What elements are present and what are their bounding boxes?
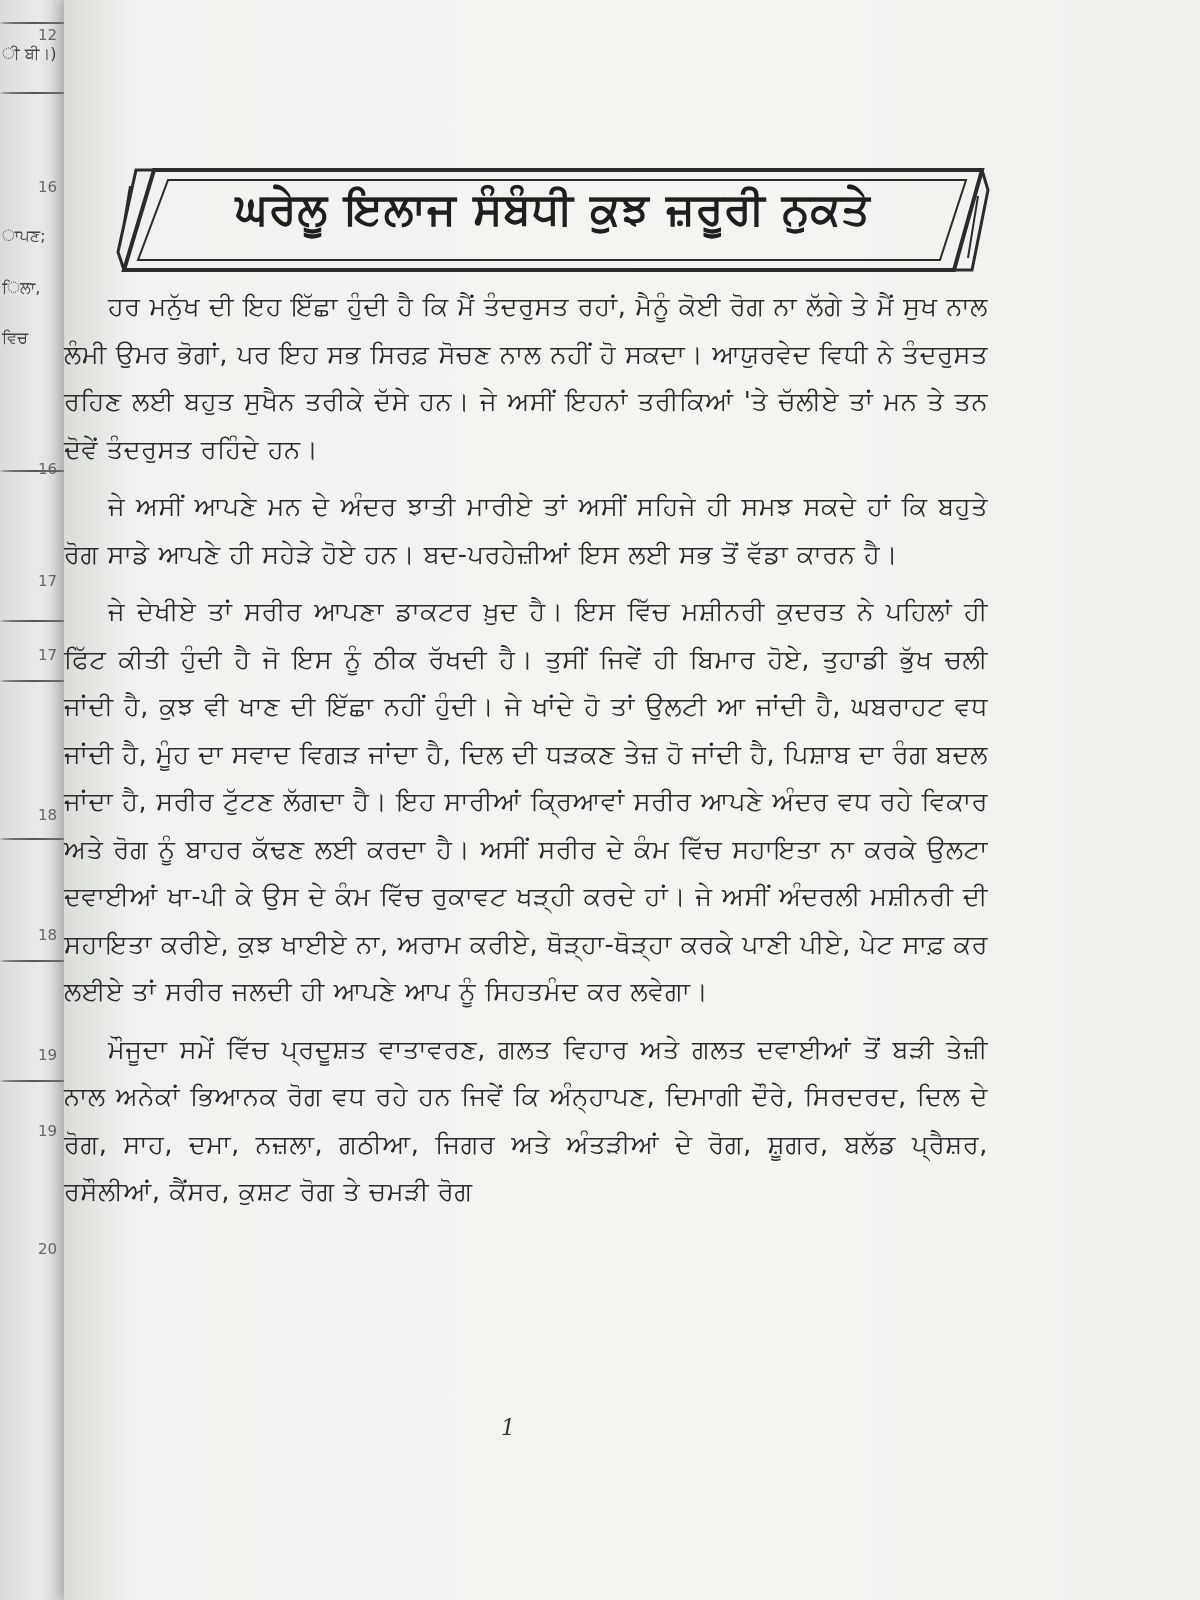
paragraph: ਮੌਜੂਦਾ ਸਮੇਂ ਵਿੱਚ ਪ੍ਰਦੂਸ਼ਤ ਵਾਤਾਵਰਣ, ਗਲਤ ਵਿਹਾਰ ਅਤੇ ਗਲਤ ਦਵਾਈਆਂ ਤੋਂ ਬੜੀ ਤੇਜ਼ੀ ਨਾਲ ਅਨੇਕਾਂ ਭਿਆਨਕ ਰੋਗ ਵਧ ਰਹੇ ਹਨ ਜਿਵੇਂ ਕਿ ਅੰਨ੍ਹਾਪਣ, ਦਿਮਾਗੀ ਦੌਰੇ, ਸਿਰਦਰਦ, ਦਿਲ ਦੇ ਰੋਗ, ਸਾਹ, ਦਮਾ, ਨਜ਼ਲਾ, ਗਠੀਆ, ਜਿਗਰ ਅਤੇ ਅੰਤੜੀਆਂ ਦੇ ਰੋਗ, ਸ਼ੂਗਰ, ਬਲੱਡ ਪ੍ਰੈਸ਼ਰ, ਰਸੌਲੀਆਂ, ਕੈਂਸਰ, ਕੁਸ਼ਟ ਰੋਗ ਤੇ ਚਮੜੀ ਰੋਗ: [64, 1034, 988, 1207]
prev-page-number: 18: [38, 806, 58, 824]
previous-page-edge: [0, 0, 70, 1600]
prev-page-fragment: ੀ ਬੀ।): [2, 44, 57, 63]
prev-page-number: 17: [38, 572, 58, 590]
prev-page-rule: [0, 838, 70, 840]
prev-page-fragment: ਵਿਚ: [2, 328, 28, 347]
prev-page-rule: [0, 620, 70, 622]
prev-page-number: 19: [38, 1046, 58, 1064]
paragraph: ਜੇ ਅਸੀਂ ਆਪਣੇ ਮਨ ਦੇ ਅੰਦਰ ਝਾਤੀ ਮਾਰੀਏ ਤਾਂ ਅਸੀਂ ਸਹਿਜੇ ਹੀ ਸਮਝ ਸਕਦੇ ਹਾਂ ਕਿ ਬਹੁਤੇ ਰੋਗ ਸਾਡੇ ਆਪਣੇ ਹੀ ਸਹੇੜੇ ਹੋਏ ਹਨ। ਬਦ-ਪਰਹੇਜ਼ੀਆਂ ਇਸ ਲਈ ਸਭ ਤੋਂ ਵੱਡਾ ਕਾਰਨ ਹੈ।: [64, 492, 988, 570]
book-page: [64, 0, 1200, 1600]
prev-page-number: 16: [38, 178, 58, 196]
prev-page-number: 20: [38, 1240, 58, 1258]
prev-page-fragment: ਿਲਾ,: [2, 278, 41, 297]
prev-page-number: 18: [38, 926, 58, 944]
prev-page-fragment: ਾਪਣ;: [2, 226, 46, 245]
chapter-body: [64, 284, 988, 1227]
chapter-title-frame: [116, 166, 990, 278]
prev-page-rule: [0, 1080, 70, 1082]
prev-page-rule: [0, 92, 70, 94]
prev-page-number: 12: [38, 26, 58, 44]
prev-page-rule: [0, 22, 70, 24]
chapter-title: ਘਰੇਲੂ ਇਲਾਜ ਸੰਬੰਧੀ ਕੁਝ ਜ਼ਰੂਰੀ ਨੁਕਤੇ: [235, 184, 871, 235]
prev-page-number: 19: [38, 1122, 58, 1140]
paragraph: ਹਰ ਮਨੁੱਖ ਦੀ ਇਹ ਇੱਛਾ ਹੁੰਦੀ ਹੈ ਕਿ ਮੈਂ ਤੰਦਰੁਸਤ ਰਹਾਂ, ਮੈਨੂੰ ਕੋਈ ਰੋਗ ਨਾ ਲੱਗੇ ਤੇ ਮੈਂ ਸੁਖ ਨਾਲ ਲੰਮੀ ਉਮਰ ਭੋਗਾਂ, ਪਰ ਇਹ ਸਭ ਸਿਰਫ਼ ਸੋਚਣ ਨਾਲ ਨਹੀਂ ਹੋ ਸਕਦਾ। ਆਯੁਰਵੇਦ ਵਿਧੀ ਨੇ ਤੰਦਰੁਸਤ ਰਹਿਣ ਲਈ ਬਹੁਤ ਸੁਖੈਨ ਤਰੀਕੇ ਦੱਸੇ ਹਨ। ਜੇ ਅਸੀਂ ਇਹਨਾਂ ਤਰੀਕਿਆਂ 'ਤੇ ਚੱਲੀਏ ਤਾਂ ਮਨ ਤੇ ਤਨ ਦੋਵੇਂ ਤੰਦਰੁਸਤ ਰਹਿੰਦੇ ਹਨ।: [64, 292, 988, 465]
prev-page-number: 17: [38, 646, 58, 664]
prev-page-rule: [0, 470, 70, 472]
prev-page-rule: [0, 680, 70, 682]
prev-page-rule: [0, 960, 70, 962]
page-number: 1: [501, 1416, 515, 1441]
prev-page-number: 16: [38, 460, 58, 478]
paragraph: ਜੇ ਦੇਖੀਏ ਤਾਂ ਸਰੀਰ ਆਪਣਾ ਡਾਕਟਰ ਖ਼ੁਦ ਹੈ। ਇਸ ਵਿੱਚ ਮਸ਼ੀਨਰੀ ਕੁਦਰਤ ਨੇ ਪਹਿਲਾਂ ਹੀ ਫਿੱਟ ਕੀਤੀ ਹੁੰਦੀ ਹੈ ਜੋ ਇਸ ਨੂੰ ਠੀਕ ਰੱਖਦੀ ਹੈ। ਤੁਸੀਂ ਜਿਵੇਂ ਹੀ ਬਿਮਾਰ ਹੋਏ, ਤੁਹਾਡੀ ਭੁੱਖ ਚਲੀ ਜਾਂਦੀ ਹੈ, ਕੁਝ ਵੀ ਖਾਣ ਦੀ ਇੱਛਾ ਨਹੀਂ ਹੁੰਦੀ। ਜੇ ਖਾਂਦੇ ਹੋ ਤਾਂ ਉਲਟੀ ਆ ਜਾਂਦੀ ਹੈ, ਘਬਰਾਹਟ ਵਧ ਜਾਂਦੀ ਹੈ, ਮੂੰਹ ਦਾ ਸਵਾਦ ਵਿਗੜ ਜਾਂਦਾ ਹੈ, ਦਿਲ ਦੀ ਧੜਕਣ ਤੇਜ਼ ਹੋ ਜਾਂਦੀ ਹੈ, ਪਿਸ਼ਾਬ ਦਾ ਰੰਗ ਬਦਲ ਜਾਂਦਾ ਹੈ, ਸਰੀਰ ਟੁੱਟਣ ਲੱਗਦਾ ਹੈ। ਇਹ ਸਾਰੀਆਂ ਕ੍ਰਿਆਵਾਂ ਸਰੀਰ ਆਪਣੇ ਅੰਦਰ ਵਧ ਰਹੇ ਵਿਕਾਰ ਅਤੇ ਰੋਗ ਨੂੰ ਬਾਹਰ ਕੱਢਣ ਲਈ ਕਰਦਾ ਹੈ। ਅਸੀਂ ਸਰੀਰ ਦੇ ਕੰਮ ਵਿੱਚ ਸਹਾਇਤਾ ਨਾ ਕਰਕੇ ਉਲਟਾ ਦਵਾਈਆਂ ਖਾ-ਪੀ ਕੇ ਉਸ ਦੇ ਕੰਮ ਵਿੱਚ ਰੁਕਾਵਟ ਖੜ੍ਹੀ ਕਰਦੇ ਹਾਂ। ਜੇ ਅਸੀਂ ਅੰਦਰਲੀ ਮਸ਼ੀਨਰੀ ਦੀ ਸਹਾਇਤਾ ਕਰੀਏ, ਕੁਝ ਖਾਈਏ ਨਾ, ਅਰਾਮ ਕਰੀਏ, ਥੋੜ੍ਹਾ-ਥੋੜ੍ਹਾ ਕਰਕੇ ਪਾਣੀ ਪੀਏ, ਪੇਟ ਸਾਫ਼ ਕਰ ਲਈਏ ਤਾਂ ਸਰੀਰ ਜਲਦੀ ਹੀ ਆਪਣੇ ਆਪ ਨੂੰ ਸਿਹਤਮੰਦ ਕਰ ਲਵੇਗਾ।: [64, 597, 988, 1007]
